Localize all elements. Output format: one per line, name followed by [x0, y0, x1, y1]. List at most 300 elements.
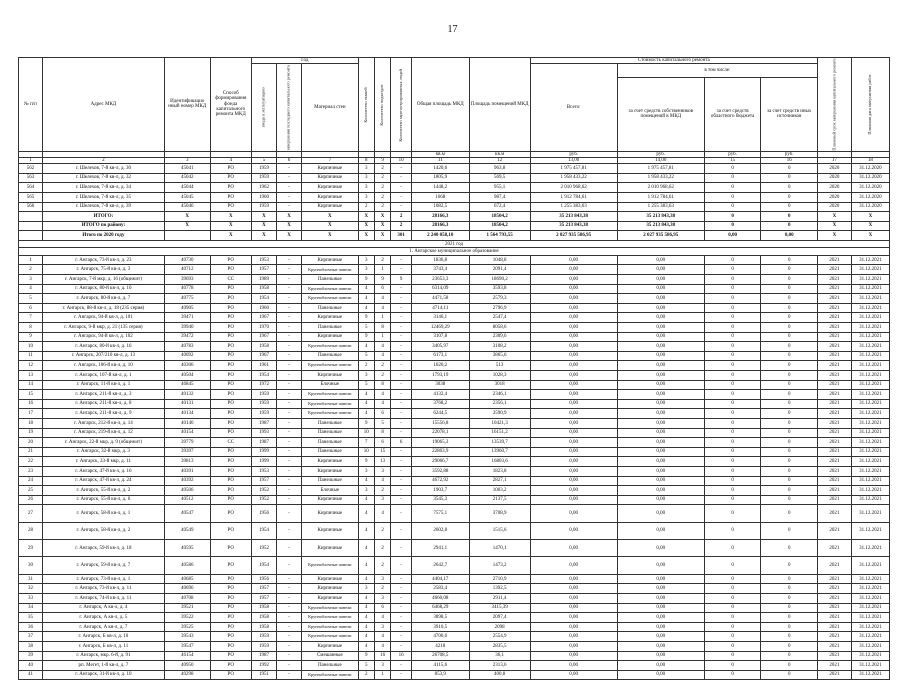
- table-cell: 31.12.2020: [851, 173, 889, 183]
- table-cell: 0,00: [530, 670, 617, 680]
- table-cell: 1951: [251, 670, 276, 680]
- table-cell: 4: [358, 613, 374, 623]
- table-cell: РО: [210, 183, 251, 193]
- table-cell: Кирпичные: [302, 495, 359, 505]
- header-living: Площадь помещений МКД: [469, 58, 530, 152]
- table-cell: 0,00: [617, 351, 704, 361]
- table-cell: Панельные: [302, 351, 359, 361]
- table-cell: 3: [358, 164, 374, 174]
- table-cell: 1805,9: [411, 173, 469, 183]
- table-cell: 0,00: [530, 438, 617, 448]
- table-cell: 0: [761, 192, 818, 202]
- table-cell: 3593,8: [469, 284, 530, 294]
- table-cell: -: [276, 495, 301, 505]
- table-cell: 2021: [818, 332, 852, 342]
- table-cell: 987,4: [469, 192, 530, 202]
- table-cell: 2021: [818, 466, 852, 476]
- table-cell: 0: [704, 457, 761, 467]
- table-cell: 2: [358, 202, 374, 212]
- table-cell: 0: [761, 438, 818, 448]
- table-cell: 0,00: [617, 574, 704, 584]
- table-cell: 0,00: [530, 486, 617, 496]
- table-cell: 1 975 457,81: [617, 164, 704, 174]
- table-cell: г. Шелехов, 7-й кв-л, д. 30: [42, 164, 164, 174]
- table-cell: 2021: [818, 294, 852, 304]
- table-cell: г. Ангарск, 47-й кв-л, д. 16: [42, 466, 164, 476]
- table-cell: 4: [374, 342, 390, 352]
- table-cell: 4714,11: [411, 303, 469, 313]
- table-cell: РО: [210, 284, 251, 294]
- table-cell: РО: [210, 399, 251, 409]
- table-cell: 4: [358, 294, 374, 304]
- table-cell: г. Шелехов, 7-й кв-л, д. 35: [42, 192, 164, 202]
- table-cell: 1958: [251, 613, 276, 623]
- table-cell: 0,00: [617, 661, 704, 671]
- table-cell: Панельные: [302, 476, 359, 486]
- table-cell: РО: [210, 342, 251, 352]
- table-cell: -: [391, 255, 412, 265]
- header-address: Адрес МКД: [42, 58, 164, 152]
- header-plan: Плановый срок завершения капитального ремонта: [818, 58, 852, 152]
- table-cell: 1836,8: [411, 255, 469, 265]
- table-cell: -: [276, 632, 301, 642]
- table-cell: 31.12.2021: [851, 275, 889, 285]
- table-cell: 6: [374, 409, 390, 419]
- table-cell: 2941,1: [411, 540, 469, 557]
- table-cell: 5: [358, 661, 374, 671]
- table-cell: -: [391, 361, 412, 371]
- table-row: [19, 192, 890, 202]
- table-cell: 4700,6: [411, 632, 469, 642]
- table-cell: X: [851, 221, 889, 231]
- table-cell: 0: [761, 323, 818, 333]
- table-cell: Крупноблочные панели: [302, 613, 359, 623]
- table-row: [19, 438, 890, 448]
- table-cell: 0: [761, 294, 818, 304]
- table-cell: 1048,8: [469, 255, 530, 265]
- table-cell: 9: [358, 457, 374, 467]
- table-cell: 1020,2: [411, 361, 469, 371]
- table-cell: 2 010 968,62: [530, 183, 617, 193]
- table-cell: 2796,9: [469, 303, 530, 313]
- table-row: [19, 428, 890, 438]
- table-cell: 2021: [818, 342, 852, 352]
- table-cell: 0,00: [617, 476, 704, 486]
- table-cell: 0,00: [530, 495, 617, 505]
- table-cell: 31.12.2020: [851, 183, 889, 193]
- table-cell: 2: [19, 265, 43, 275]
- table-cell: 4132,4: [411, 390, 469, 400]
- table-cell: 0,00: [530, 594, 617, 604]
- table-cell: 2: [374, 584, 390, 594]
- table-cell: 1470,1: [469, 540, 530, 557]
- table-row: [19, 670, 890, 680]
- table-cell: 0: [761, 540, 818, 557]
- table-cell: г. Ангарск, 73-й кв-л, д. 1: [42, 574, 164, 584]
- table-cell: -: [391, 380, 412, 390]
- table-row: [19, 275, 890, 285]
- table-cell: -: [391, 294, 412, 304]
- table-cell: 8: [374, 428, 390, 438]
- header-year-last: завершения последнего капитального ремонта: [276, 64, 301, 151]
- table-cell: РО: [210, 409, 251, 419]
- table-cell: 0: [761, 284, 818, 294]
- table-cell: 569,5: [469, 173, 530, 183]
- table-cell: 1957: [251, 265, 276, 275]
- table-cell: 22078,1: [411, 428, 469, 438]
- table-cell: 4660,08: [411, 594, 469, 604]
- table-cell: Смешанные: [302, 651, 359, 661]
- table-cell: 31.12.2021: [851, 584, 889, 594]
- table-cell: г. Ангарск, 22-й мкр, д. 9 (общежит): [42, 438, 164, 448]
- table-cell: 31.12.2021: [851, 323, 889, 333]
- table-cell: РО: [210, 574, 251, 584]
- table-cell: 1958: [251, 284, 276, 294]
- table-cell: 563: [19, 173, 43, 183]
- table-cell: 0: [761, 447, 818, 457]
- table-cell: Панельные: [302, 447, 359, 457]
- table-cell: 0: [761, 418, 818, 428]
- table-cell: 1957: [251, 594, 276, 604]
- table-cell: 3743,4: [411, 265, 469, 275]
- table-cell: -: [276, 613, 301, 623]
- table-cell: 4: [374, 390, 390, 400]
- table-cell: 0: [761, 584, 818, 594]
- table-cell: 1959: [251, 390, 276, 400]
- table-cell: 0: [761, 164, 818, 174]
- table-cell: 0,00: [617, 495, 704, 505]
- table-cell: 3: [358, 255, 374, 265]
- table-cell: Кирпичные: [302, 192, 359, 202]
- table-row: [19, 284, 890, 294]
- table-cell: 35: [19, 613, 43, 623]
- table-cell: 0,00: [617, 603, 704, 613]
- table-cell: 0,00: [530, 447, 617, 457]
- table-cell: 0,00: [617, 466, 704, 476]
- table-cell: 0: [704, 418, 761, 428]
- table-cell: 0,00: [530, 622, 617, 632]
- table-cell: 1954: [251, 371, 276, 381]
- table-cell: СС: [210, 275, 251, 285]
- table-cell: 2021: [818, 265, 852, 275]
- table-cell: г. Ангарск, 59-й кв-л, д. 7: [42, 557, 164, 574]
- table-cell: РО: [210, 332, 251, 342]
- table-cell: 3: [19, 275, 43, 285]
- table-cell: 0,00: [530, 613, 617, 623]
- table-cell: X: [276, 221, 301, 231]
- unit-total: руб.: [530, 151, 617, 157]
- table-cell: 0,00: [617, 632, 704, 642]
- table-cell: 1967: [251, 313, 276, 323]
- table-cell: 1: [19, 255, 43, 265]
- table-cell: 0: [761, 183, 818, 193]
- table-cell: 0,00: [617, 457, 704, 467]
- table-cell: 8: [374, 380, 390, 390]
- table-cell: 2 027 935 586,95: [530, 231, 617, 241]
- table-cell: 4: [19, 284, 43, 294]
- table-cell: 1987: [251, 651, 276, 661]
- table-cell: 36: [19, 622, 43, 632]
- table-cell: 0: [761, 221, 818, 231]
- table-row: [19, 457, 890, 467]
- table-cell: 31.12.2021: [851, 361, 889, 371]
- table-cell: 1989: [251, 275, 276, 285]
- table-cell: РО: [210, 371, 251, 381]
- table-cell: 0,00: [617, 361, 704, 371]
- table-cell: 31.12.2021: [851, 409, 889, 419]
- table-cell: 4471,58: [411, 294, 469, 304]
- table-cell: -: [276, 447, 301, 457]
- table-cell: 2021: [818, 642, 852, 652]
- table-cell: 31.12.2021: [851, 438, 889, 448]
- table-cell: 2309,6: [469, 332, 530, 342]
- table-cell: 0: [761, 486, 818, 496]
- table-cell: 40306: [164, 361, 210, 371]
- table-cell: г. Ангарск, 7-й мкр, д. 16 (общежит): [42, 275, 164, 285]
- table-cell: 3: [358, 173, 374, 183]
- table-cell: 0,00: [530, 557, 617, 574]
- table-cell: 24: [19, 476, 43, 486]
- table-cell: -: [391, 584, 412, 594]
- table-cell: 0: [761, 622, 818, 632]
- table-cell: 3: [358, 265, 374, 275]
- table-cell: 35 213 843,38: [530, 221, 617, 231]
- table-cell: 1 975 457,81: [530, 164, 617, 174]
- table-cell: г. Ангарск, 212-й кв-л, д. 14: [42, 418, 164, 428]
- table-cell: 0: [704, 584, 761, 594]
- table-cell: 16: [391, 651, 412, 661]
- table-cell: 0: [761, 173, 818, 183]
- table-cell: 0,00: [530, 361, 617, 371]
- table-cell: 40092: [164, 351, 210, 361]
- table-cell: 0,00: [530, 342, 617, 352]
- table-cell: Кирпичные: [302, 505, 359, 522]
- table-cell: 0,00: [617, 323, 704, 333]
- table-cell: 40708: [164, 594, 210, 604]
- table-cell: 3: [358, 584, 374, 594]
- table-cell: 0,00: [530, 540, 617, 557]
- table-cell: Крупноблочные панели: [302, 409, 359, 419]
- table-cell: г. Ангарск, 80-й кв-л, д. 16: [42, 342, 164, 352]
- table-cell: 1903,7: [411, 486, 469, 496]
- table-cell: -: [391, 202, 412, 212]
- table-cell: г. Ангарск, А кв-л, д. 5: [42, 613, 164, 623]
- table-cell: 0: [761, 399, 818, 409]
- table-cell: 9: [358, 332, 374, 342]
- table-cell: 31.12.2021: [851, 651, 889, 661]
- table-cell: г. Ангарск, 80-й кв-л, д. 10: [42, 284, 164, 294]
- table-cell: 9: [374, 275, 390, 285]
- table-header: [19, 58, 890, 164]
- table-cell: 1959: [251, 632, 276, 642]
- table-cell: Панельные: [302, 428, 359, 438]
- table-cell: 4: [358, 557, 374, 574]
- table-cell: 40506: [164, 486, 210, 496]
- table-cell: 0,00: [530, 466, 617, 476]
- header-id: Идентификацио нный номер МКД: [164, 58, 210, 152]
- table-cell: 6468,29: [411, 603, 469, 613]
- table-cell: X: [210, 212, 251, 222]
- table-cell: 0,00: [530, 418, 617, 428]
- table-cell: РО: [210, 613, 251, 623]
- table-cell: 0: [761, 390, 818, 400]
- table-cell: 8: [19, 323, 43, 333]
- table-cell: -: [276, 522, 301, 539]
- table-row: [19, 212, 890, 222]
- table-cell: РО: [210, 540, 251, 557]
- table-cell: 39522: [164, 613, 210, 623]
- table-cell: -: [276, 505, 301, 522]
- table-cell: г. Ангарск, 58-й кв-л, д. 1: [42, 505, 164, 522]
- table-cell: 0,00: [617, 409, 704, 419]
- table-cell: 0,00: [530, 380, 617, 390]
- table-cell: 32: [19, 584, 43, 594]
- table-cell: 3: [374, 622, 390, 632]
- table-cell: 2020: [818, 192, 852, 202]
- table-cell: 0: [761, 212, 818, 222]
- table-cell: -: [276, 173, 301, 183]
- table-cell: 0,00: [617, 622, 704, 632]
- table-cell: 0: [704, 173, 761, 183]
- column-number: 12: [469, 157, 530, 163]
- table-row: [19, 522, 890, 539]
- table-cell: 2583,4: [411, 584, 469, 594]
- table-cell: 22: [19, 457, 43, 467]
- table-cell: 2: [391, 221, 412, 231]
- table-cell: 7: [358, 438, 374, 448]
- table-cell: г. Ангарск, 9-й мкр, д. 21 (135 серия): [42, 323, 164, 333]
- table-cell: 0: [761, 275, 818, 285]
- table-cell: 40512: [164, 495, 210, 505]
- table-cell: 4: [374, 294, 390, 304]
- table-cell: Панельные: [302, 661, 359, 671]
- column-number: 3: [164, 157, 210, 163]
- table-cell: г. Ангарск, 47-й кв-л, д. 24: [42, 476, 164, 486]
- table-cell: РО: [210, 557, 251, 574]
- table-cell: Кирпичные: [302, 255, 359, 265]
- table-cell: 1: [374, 265, 390, 275]
- table-cell: 40730: [164, 255, 210, 265]
- table-cell: РО: [210, 361, 251, 371]
- table-cell: 31.12.2021: [851, 670, 889, 680]
- table-cell: 4: [374, 505, 390, 522]
- table-cell: 1392,5: [469, 584, 530, 594]
- table-cell: 0: [704, 557, 761, 574]
- table-cell: 4: [358, 342, 374, 352]
- table-row: [19, 390, 890, 400]
- table-cell: 0: [761, 265, 818, 275]
- table-cell: 0,00: [617, 505, 704, 522]
- table-cell: 39521: [164, 603, 210, 613]
- table-cell: X: [818, 212, 852, 222]
- table-cell: 3: [358, 192, 374, 202]
- table-cell: 0: [704, 574, 761, 584]
- table-cell: 40905: [164, 303, 210, 313]
- table-cell: 1960: [251, 192, 276, 202]
- table-row: [19, 632, 890, 642]
- table-cell: 40: [19, 661, 43, 671]
- table-cell: -: [391, 613, 412, 623]
- table-cell: 31.12.2021: [851, 622, 889, 632]
- table-row: [19, 594, 890, 604]
- table-cell: 0,00: [617, 557, 704, 574]
- table-cell: 0,00: [530, 632, 617, 642]
- table-cell: 400,8: [469, 670, 530, 680]
- table-cell: 2021: [818, 613, 852, 623]
- table-cell: 40392: [164, 476, 210, 486]
- table-cell: 2: [374, 540, 390, 557]
- table-cell: 0,00: [530, 390, 617, 400]
- table-cell: 1992: [251, 661, 276, 671]
- table-cell: 6: [391, 438, 412, 448]
- table-cell: 1957: [251, 476, 276, 486]
- table-cell: 4: [374, 632, 390, 642]
- table-cell: 2827,1: [469, 476, 530, 486]
- table-cell: Крупноблочные панели: [302, 603, 359, 613]
- table-cell: 1959: [251, 173, 276, 183]
- table-cell: 1448,2: [411, 183, 469, 193]
- table-cell: 9: [358, 651, 374, 661]
- table-cell: -: [276, 294, 301, 304]
- table-cell: 0,00: [617, 642, 704, 652]
- table-row: [19, 574, 890, 584]
- table-cell: 301: [391, 231, 412, 241]
- unit-living: кв.м: [469, 151, 530, 157]
- table-cell: 4: [358, 303, 374, 313]
- table-cell: 0: [704, 294, 761, 304]
- table-cell: -: [391, 192, 412, 202]
- table-cell: РО: [210, 294, 251, 304]
- table-cell: 1 912 784,61: [530, 192, 617, 202]
- table-cell: 31.12.2021: [851, 332, 889, 342]
- table-cell: 36,1: [469, 651, 530, 661]
- table-cell: -: [276, 255, 301, 265]
- table-cell: 0,00: [530, 522, 617, 539]
- table-cell: X: [302, 221, 359, 231]
- table-cell: 10: [358, 428, 374, 438]
- table-cell: -: [391, 173, 412, 183]
- table-cell: г. Шелехов, 7-й кв-л, д. 34: [42, 183, 164, 193]
- table-cell: г. Ангарск, 55-й кв-л, д. 2: [42, 486, 164, 496]
- table-cell: 3107,8: [411, 332, 469, 342]
- table-cell: 2: [374, 192, 390, 202]
- table-cell: 0: [704, 486, 761, 496]
- table-cell: -: [391, 466, 412, 476]
- column-number: 6: [276, 157, 301, 163]
- table-row: [19, 221, 890, 231]
- header-walls: Материал стен: [302, 64, 359, 151]
- table-cell: 2: [374, 173, 390, 183]
- table-cell: 4: [358, 495, 374, 505]
- table-cell: 3: [374, 466, 390, 476]
- table-cell: 2547,4: [469, 313, 530, 323]
- table-row: [19, 380, 890, 390]
- table-cell: 0: [704, 332, 761, 342]
- table-row: [19, 342, 890, 352]
- table-cell: Крупноблочные панели: [302, 632, 359, 642]
- table-cell: РО: [210, 164, 251, 174]
- table-cell: 5: [374, 418, 390, 428]
- table-cell: 2 240 058,10: [411, 231, 469, 241]
- table-cell: 2021: [818, 313, 852, 323]
- table-cell: г. Ангарск, 33-й мкр, д. 11: [42, 457, 164, 467]
- table-cell: -: [276, 313, 301, 323]
- table-cell: 39543: [164, 632, 210, 642]
- table-cell: г. Ангарск, 11-й кв-л, д. 1: [42, 380, 164, 390]
- table-cell: 0: [761, 476, 818, 486]
- table-cell: РО: [210, 522, 251, 539]
- table-row: [19, 173, 890, 183]
